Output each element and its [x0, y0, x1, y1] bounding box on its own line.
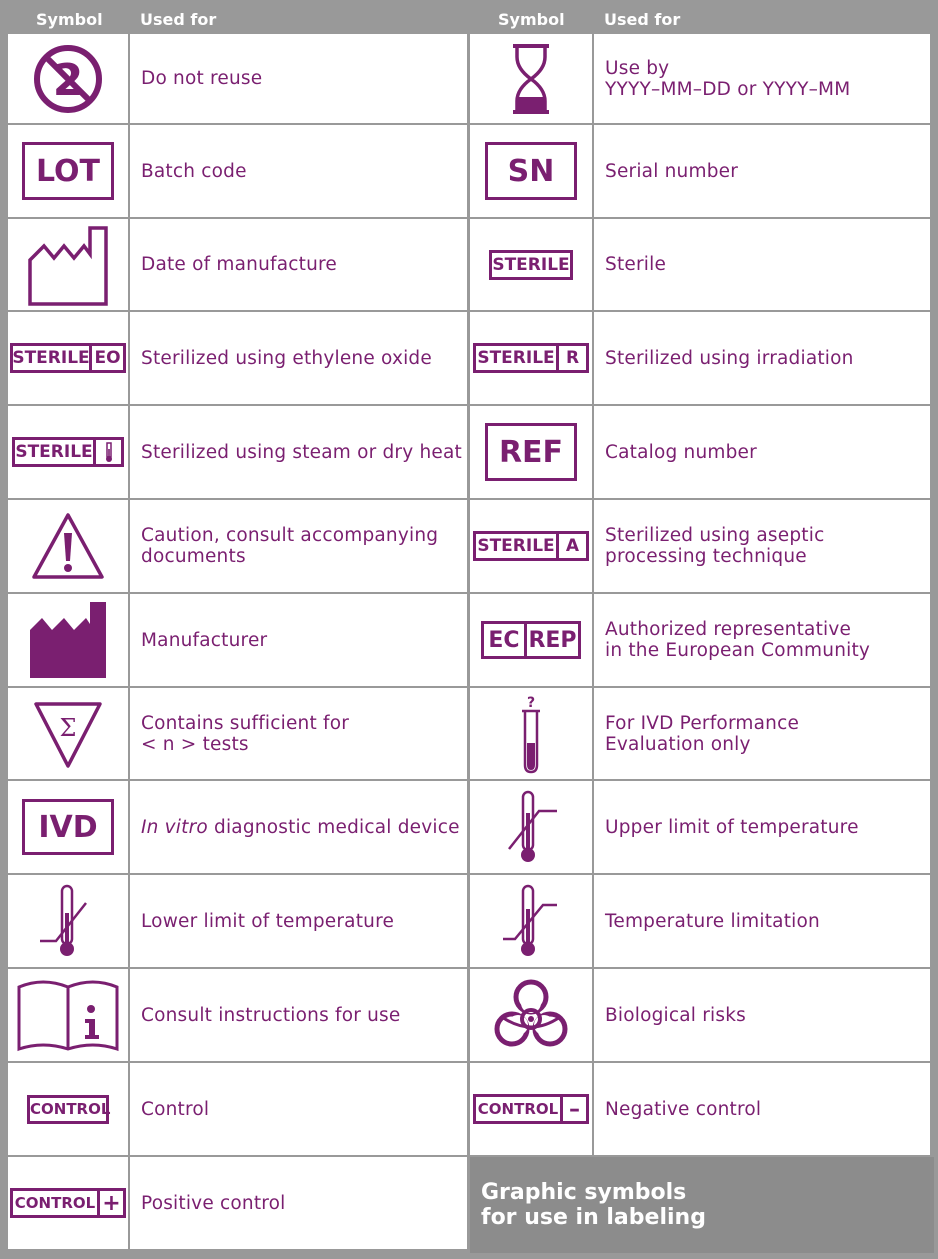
desc-line: Upper limit of temperature [605, 816, 859, 838]
row-sterile-heat [130, 406, 467, 498]
header-used-for-right: Used for [604, 10, 681, 29]
row-sterile-eo [130, 312, 467, 404]
symbol-manufacturer [8, 594, 128, 686]
header-symbol-left: Symbol [36, 10, 103, 29]
desc-line: Date of manufacture [141, 254, 337, 275]
svg-text:Σ: Σ [59, 713, 77, 742]
symbol-ivd-performance [470, 688, 592, 779]
symbol-date-of-manufacture [8, 219, 128, 310]
row-sterile-r [594, 312, 930, 404]
desc-line: Control [141, 1098, 210, 1120]
desc-line: Lower limit of temperature [141, 910, 395, 932]
symbol-lower-temp [8, 875, 128, 967]
desc-line: YYYY–MM–DD or YYYY–MM [605, 78, 851, 100]
manufacturer-icon [28, 600, 108, 680]
row-positive-control [130, 1157, 467, 1249]
symbol-ec-rep [470, 594, 592, 686]
desc-line: Do not reuse [141, 68, 263, 89]
row-biohazard [594, 969, 930, 1061]
upper-temp-icon [501, 789, 561, 865]
row-ec-rep [594, 594, 930, 686]
desc-line: Sterilized using steam or dry heat [141, 441, 462, 463]
symbol-use-by [470, 34, 592, 123]
control-icon: CONTROL [27, 1095, 109, 1124]
row-batch-code [130, 125, 467, 217]
desc-line: For IVD Performance [605, 712, 800, 734]
hourglass-icon [511, 43, 551, 115]
desc-line: Caution, consult accompanying [141, 525, 439, 546]
symbol-do-not-reuse [8, 34, 128, 123]
date-of-manufacture-icon [26, 224, 110, 306]
ref-icon: REF [485, 423, 577, 481]
svg-text:2: 2 [52, 54, 84, 106]
symbol-negative-control [470, 1063, 592, 1155]
desc-line: Batch code [141, 160, 247, 182]
desc-line: Negative control [605, 1098, 762, 1120]
header-symbol-right: Symbol [498, 10, 565, 29]
symbol-biohazard [470, 969, 592, 1061]
row-negative-control [594, 1063, 930, 1155]
temp-limitation-icon [501, 883, 561, 959]
symbol-control [8, 1063, 128, 1155]
title-line: for use in labeling [481, 1205, 706, 1230]
row-sterile [594, 219, 930, 310]
row-upper-temp [594, 781, 930, 873]
desc-line: Consult instructions for use [141, 1004, 401, 1026]
row-manufacturer [130, 594, 467, 686]
positive-control-icon: CONTROL + [10, 1188, 126, 1218]
sterile-eo-icon: STERILE EO [10, 343, 126, 373]
row-contains-sufficient [130, 688, 467, 779]
row-temp-limitation [594, 875, 930, 967]
row-control [130, 1063, 467, 1155]
ivd-icon: IVD [22, 799, 114, 855]
row-serial-number [594, 125, 930, 217]
row-catalog-number [594, 406, 930, 498]
row-consult-instructions [130, 969, 467, 1061]
desc-line: documents [141, 546, 246, 567]
symbol-ivd [8, 781, 128, 873]
do-not-reuse-icon [32, 43, 104, 115]
caution-icon [31, 511, 105, 581]
symbol-upper-temp [470, 781, 592, 873]
symbol-sterile-eo [8, 312, 128, 404]
negative-control-icon: CONTROL – [473, 1094, 589, 1124]
thermometer-icon [93, 440, 121, 464]
sigma-icon [32, 698, 104, 770]
row-use-by [594, 34, 930, 123]
row-sterile-a [594, 500, 930, 592]
sterile-a-icon: STERILE A [473, 531, 589, 561]
desc-line: Sterilized using irradiation [605, 347, 854, 369]
lot-icon: LOT [22, 142, 114, 200]
desc-line: processing technique [605, 546, 807, 567]
ivd-performance-icon [516, 693, 546, 775]
symbol-positive-control [8, 1157, 128, 1249]
ec-rep-icon: EC REP [481, 621, 581, 659]
desc-line: < n > tests [141, 733, 249, 755]
symbol-catalog-number [470, 406, 592, 498]
desc-line: Serial number [605, 160, 739, 182]
desc-line: Authorized representative [605, 619, 852, 640]
sn-icon: SN [485, 142, 577, 200]
desc-line: Sterile [605, 254, 667, 275]
desc-line: Catalog number [605, 441, 757, 463]
row-caution [130, 500, 467, 592]
symbol-sterile [470, 219, 592, 310]
sterile-r-icon: STERILE R [473, 343, 589, 373]
desc-line: Biological risks [605, 1004, 746, 1026]
biohazard-icon [492, 977, 570, 1053]
symbol-lot [8, 125, 128, 217]
consult-instructions-icon [15, 977, 121, 1053]
desc-line: In vitro diagnostic medical device [141, 816, 460, 838]
desc-line: Evaluation only [605, 733, 751, 755]
row-ivd-performance [594, 688, 930, 779]
row-date-of-manufacture [130, 219, 467, 310]
header-used-for-left: Used for [140, 10, 217, 29]
lower-temp-icon [38, 883, 98, 959]
row-do-not-reuse [130, 34, 467, 123]
symbol-temp-limitation [470, 875, 592, 967]
title-line: Graphic symbols [481, 1180, 687, 1205]
desc-line: Sterilized using ethylene oxide [141, 347, 432, 369]
symbol-sigma [8, 688, 128, 779]
symbol-caution [8, 500, 128, 592]
sterile-icon: STERILE [489, 250, 573, 280]
desc-line: Use by [605, 57, 670, 79]
symbol-sterile-a [470, 500, 592, 592]
desc-line: in the European Community [605, 640, 871, 661]
symbol-sterile-heat [8, 406, 128, 498]
symbol-consult-instructions [8, 969, 128, 1061]
table-title [470, 1157, 934, 1253]
sterile-heat-icon: STERILE [12, 437, 124, 467]
desc-line: Temperature limitation [605, 910, 820, 932]
row-ivd [130, 781, 467, 873]
symbol-serial-number [470, 125, 592, 217]
symbol-sterile-r [470, 312, 592, 404]
desc-line: Manufacturer [141, 629, 268, 651]
svg-text:?: ? [526, 694, 536, 711]
desc-line: Contains sufficient for [141, 712, 350, 734]
desc-line: Positive control [141, 1192, 286, 1214]
desc-line: Sterilized using aseptic [605, 525, 825, 546]
row-lower-temp [130, 875, 467, 967]
